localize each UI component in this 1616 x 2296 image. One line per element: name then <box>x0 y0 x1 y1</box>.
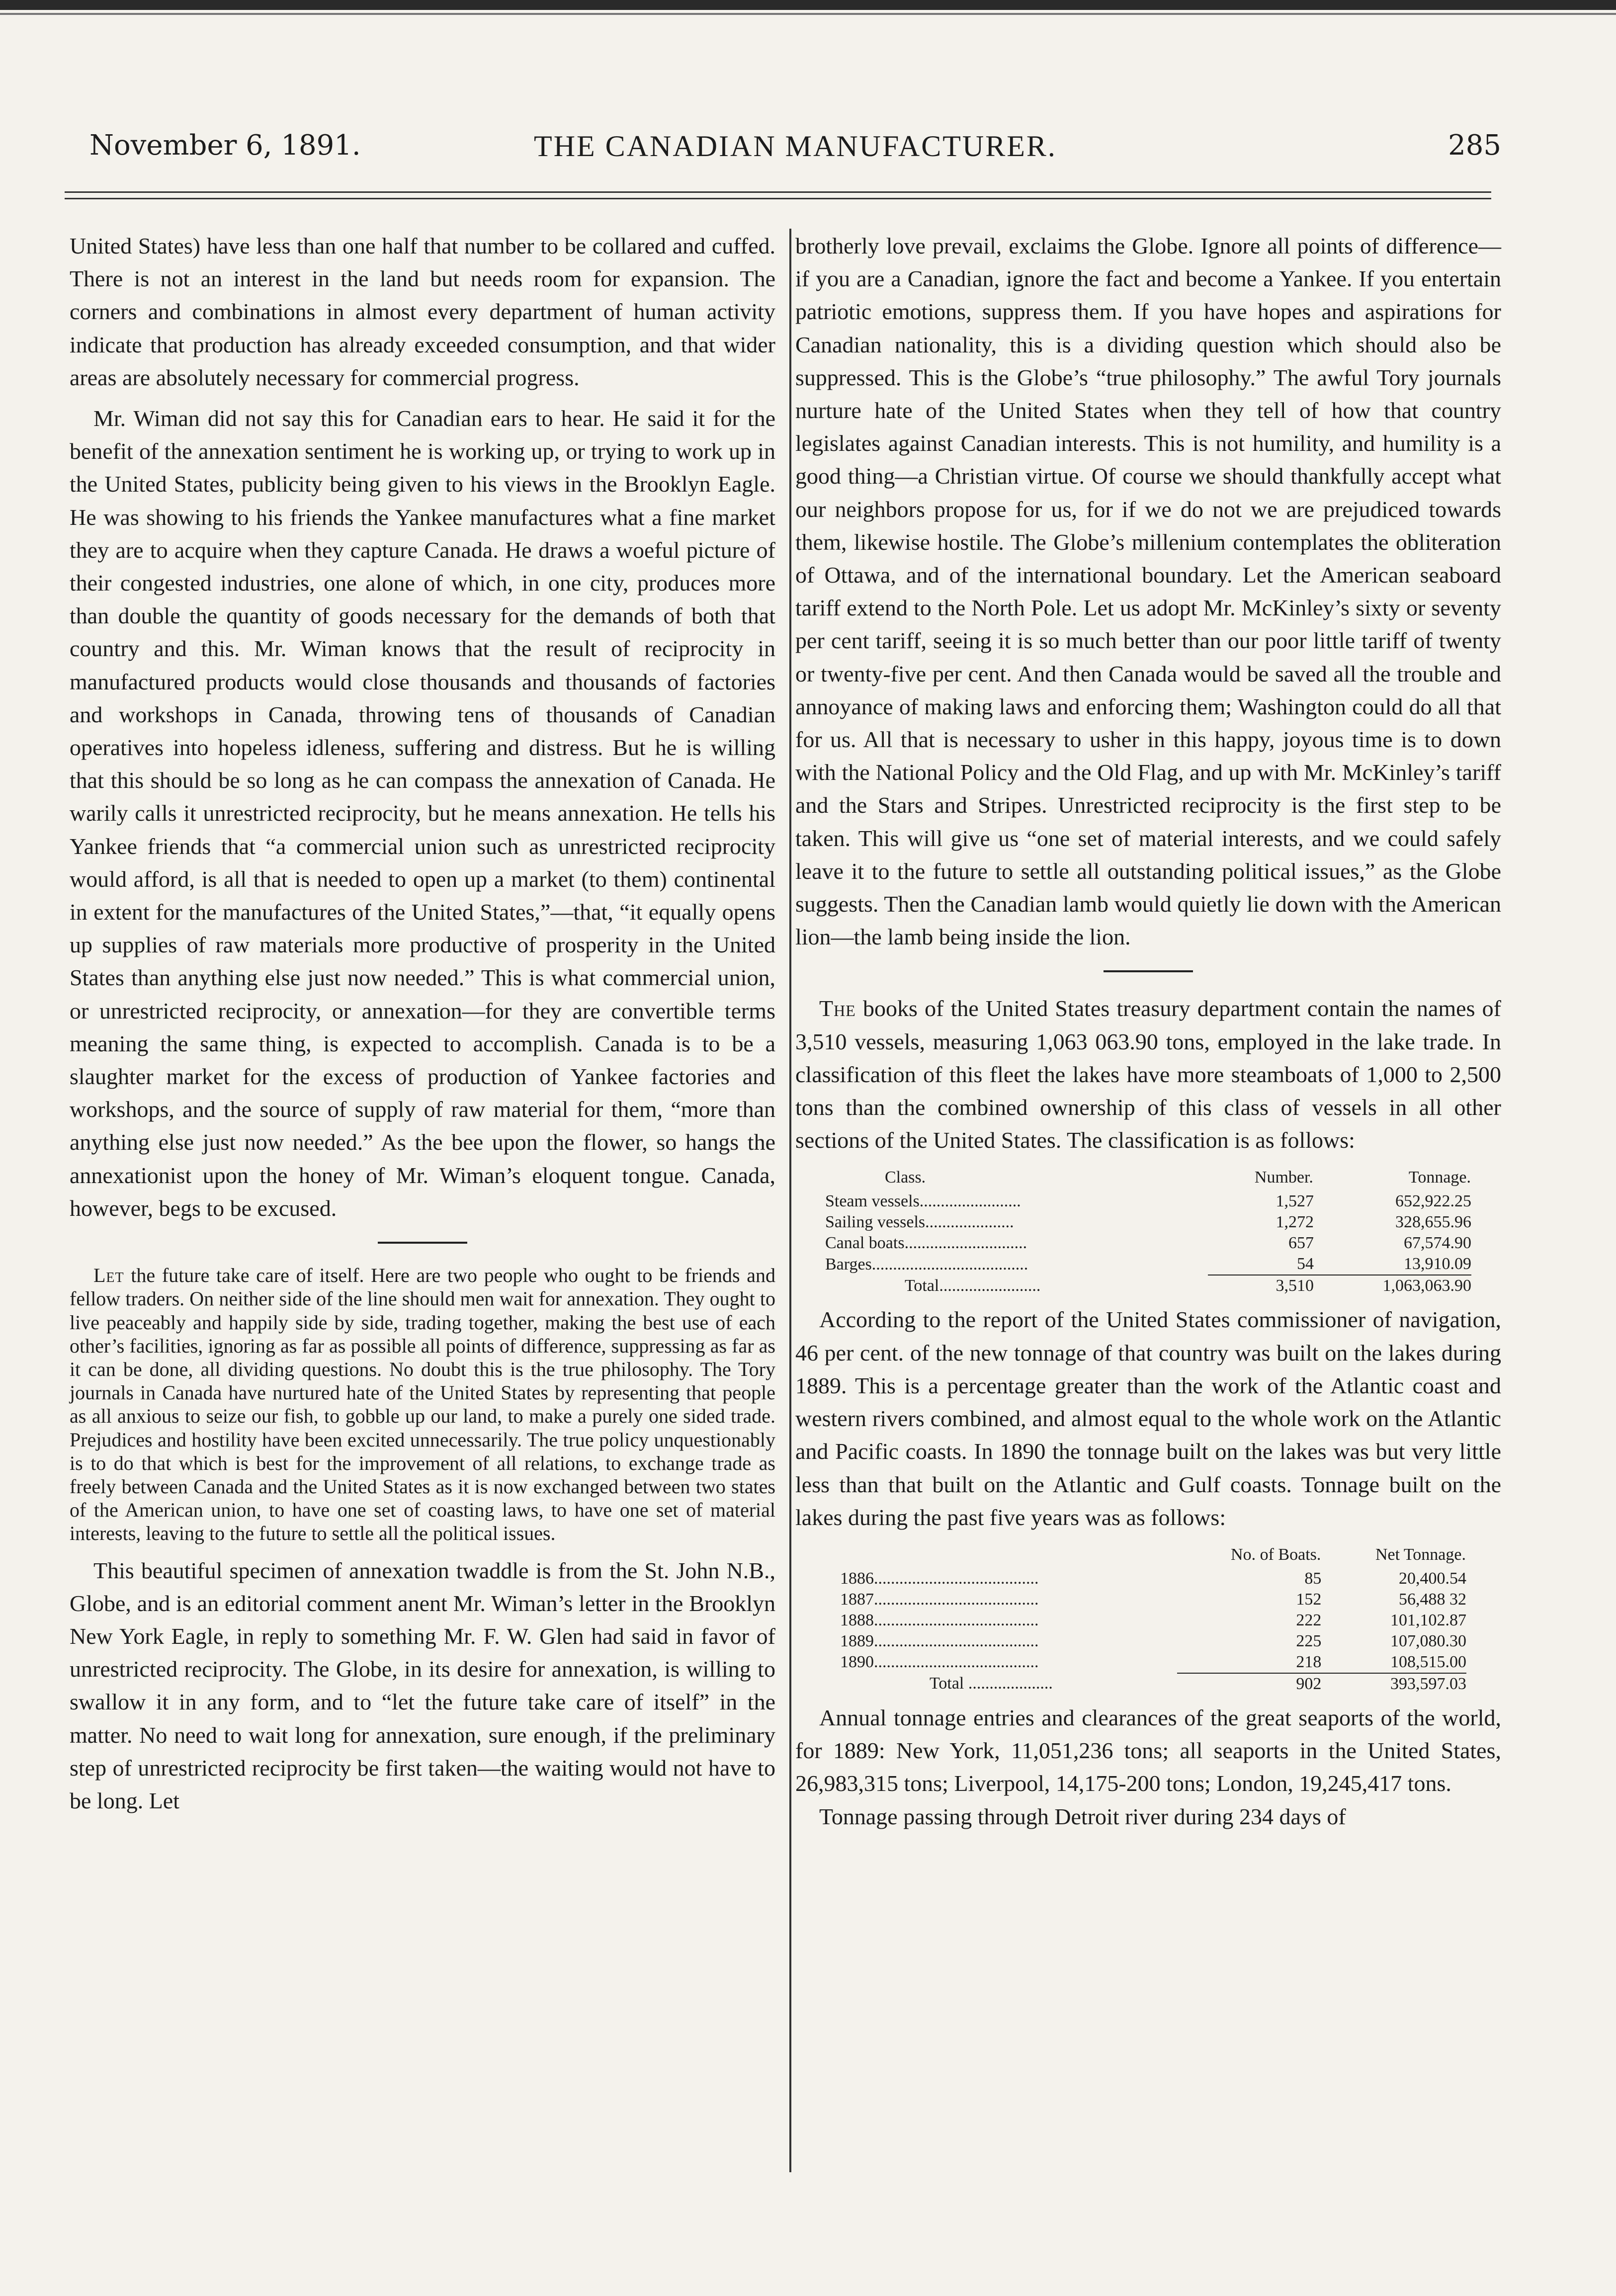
scan-top-edge <box>0 0 1616 10</box>
column-divider <box>789 229 791 2172</box>
table-cell: Steam vessels........................ <box>825 1192 1021 1211</box>
table-cell: 1888....................................... <box>840 1611 1039 1629</box>
table-header-row <box>825 1167 1471 1191</box>
right-paragraph-4: Annual tonnage entries and clearances of the great seaports of the world, for 1889: New York, 11,051,236 tons; all seaports in the United States, 26,983,315 tons; Liverpool, 14,175-200 tons; London, 19,245,417 tons. <box>795 1704 1501 1796</box>
table-total-row <box>825 1275 1471 1296</box>
table-cell: 54 <box>1208 1254 1314 1275</box>
table-cell: 85 <box>1304 1569 1322 1588</box>
table-cell: 1890....................................... <box>840 1653 1039 1672</box>
right-paragraph-1: brotherly love prevail, exclaims the Globe. Ignore all points of difference—if you are a Canadian, ignore the fact and become a Yankee. If you entertain patriotic emotions, suppress them. If you have hopes and aspirations for Canadian nationality, this is a dividing question which should also be suppressed. This is the Globe’s “true philosophy.” The awful Tory journals nurture hate of the United States when they tell of how that country legislates against Canadian interests. This is not humility, and humility is a good thing—a Christian virtue. Of course we should thankfully accept what our neighbors propose for us, for if we do not we are prejudiced towards them, likewise hostile. The Globe’s millenium contemplates the obliteration of Ottawa, and of the international boundary. Let the American seaboard tariff extend to the North Pole. Let us adopt Mr. McKinley’s sixty or seventy per cent tariff, seeing it is so much better than our poor little tariff of twenty or twenty-five per cent. And then Canada would be saved all the trouble and annoyance of making laws and enforcing them; Washington could do all that for us. All that is necessary to usher in this happy, joyous time is to down with the National Policy and the Old Flag, and up with Mr. McKinley’s tariff and the Stars and Stripes. Unrestricted reciprocity is the first step to be taken. This will give us “one set of material interests, and we could safely leave it to the future to settle all outstanding political issues,” as the Globe suggests. Then the Canadian lamb would quietly lie down with the American lion—the lamb being inside the lion. <box>795 233 1501 950</box>
table-row <box>840 1610 1466 1631</box>
left-paragraph-3 <box>70 1264 775 1545</box>
table-row <box>825 1191 1471 1212</box>
table-row <box>825 1212 1471 1233</box>
quoted-editorial: the future take care of itself. Here are two people who ought to be friends and fellow traders. On neither side of the line should men wait for annexation. They ought to live peaceably and happily side by side, trading together, making the best use of each other’s facilities, ignoring as far as possible all points of difference, suppressing as far as it can be done, all dividing questions. No doubt this is the true philosophy. The Tory journals in Canada have nurtured hate of the United States by representing that people as all anxious to seize our fish, to gobble up our land, to make a purely one sided trade. Prejudices and hostility have been excited unnecessarily. The true policy unquestionably is to do that which is best for the improvement of all relations, to exchange trade as freely between Canada and the United States as it is now exchanged between two states of the American union, to have one set of coasting laws, to have one set of material interests, leaving to the future to settle all the political issues. <box>70 1264 775 1545</box>
table-header: Class. <box>885 1168 926 1187</box>
table-cell: 222 <box>1296 1611 1322 1629</box>
section-separator <box>1104 970 1193 972</box>
page-header <box>89 129 1501 174</box>
left-column <box>70 230 775 1817</box>
issue-date: November 6, 1891. <box>89 129 361 162</box>
table-cell: 1887....................................... <box>840 1590 1039 1609</box>
right-column <box>795 230 1501 1833</box>
left-paragraph-1: United States) have less than one half that number to be collared and cuffed. There is not an interest in the land but needs room for expansion. The corners and combinations in almost every department of human activity indicate that production has already exceeded consumption, and that wider areas are absolutely necessary for commercial progress. <box>70 233 775 390</box>
vessel-classification-table <box>825 1167 1471 1296</box>
table-header: Tonnage. <box>1408 1168 1471 1187</box>
table-cell: 225 <box>1296 1631 1322 1650</box>
table-cell: 328,655.96 <box>1395 1213 1471 1232</box>
table-row <box>825 1254 1471 1275</box>
table-cell: 3,510 <box>1276 1276 1314 1295</box>
treasury-text: books of the United States treasury department contain the names of 3,510 vessels, measuring 1,063 063.90 tons, employed in the lake trade. In classification of this fleet the lakes have more steamboats of 1,000 to 2,500 tons than the combined ownership of this class of vessels in all other sections of the United States. The classification is as follows: <box>795 996 1501 1153</box>
left-paragraph-2: Mr. Wiman did not say this for Canadian ears to hear. He said it for the benefit of the annexation sentiment he is working up, or trying to work up in the United States, publicity being given to his views in the Brooklyn Eagle. He was showing to his friends the Yankee manufactures what a fine market they are to acquire when they capture Canada. He draws a woeful picture of their congested industries, one alone of which, in one city, produces more than double the quantity of goods necessary for the demands of both that country and this. Mr. Wiman knows that the result of reciprocity in manufactured products would close thousands and thousands of factories and workshops in Canada, throwing tens of thousands of Canadian operatives into hopeless idleness, suffering and distress. But he is willing that this should be so long as he can compass the annexation of Canada. He warily calls it unrestricted reciprocity, but he means annexation. He tells his Yankee friends that “a commercial union such as unrestricted reciprocity would afford, is all that is needed to open up a market (to them) continental in extent for the manufactures of the United States,”—that, “it equally opens up supplies of raw materials more productive of prosperity in the United States than anything else just now needed.” This is what commercial union, or unrestricted reciprocity, or annexation—for they are convertible terms meaning the same thing, is expected to accomplish. Canada is to be a slaughter market for the excess of production of Yankee factories and workshops, and the source of supply of raw material for them, “more than anything else just now needed.” As the bee upon the flower, so hangs the annexationist upon the honey of Mr. Wiman’s eloquent tongue. Canada, however, begs to be excused. <box>70 406 775 1221</box>
table-cell: 67,574.90 <box>1404 1234 1471 1253</box>
table-cell: Total .................... <box>930 1674 1053 1693</box>
table-row <box>840 1652 1466 1673</box>
table-cell: 13,910.09 <box>1314 1254 1471 1275</box>
table-cell: 1,527 <box>1276 1192 1314 1211</box>
right-paragraph-2 <box>795 992 1501 1157</box>
page-number: 285 <box>1448 129 1501 162</box>
table-cell: 393,597.03 <box>1390 1674 1466 1693</box>
table-header-row <box>840 1544 1466 1568</box>
table-cell: 652,922.25 <box>1395 1192 1471 1211</box>
table-header: Net Tonnage. <box>1375 1545 1466 1564</box>
table-header <box>840 1544 1177 1568</box>
table-cell: 1,063,063.90 <box>1382 1276 1471 1295</box>
table-total-row <box>840 1673 1466 1695</box>
table-cell: 101,102.87 <box>1390 1611 1466 1629</box>
lead-word: The <box>819 996 856 1021</box>
table-cell: Sailing vessels..................... <box>825 1213 1014 1232</box>
table-cell: 1886....................................... <box>840 1569 1039 1588</box>
table-row <box>840 1568 1466 1589</box>
lead-word: Let <box>93 1264 124 1287</box>
header-rule-bottom <box>65 198 1491 199</box>
scan-top-line <box>0 13 1616 15</box>
table-header: No. of Boats. <box>1231 1545 1321 1564</box>
table-row <box>825 1233 1471 1254</box>
table-cell: 56,488 32 <box>1399 1590 1466 1609</box>
table-cell: 218 <box>1177 1652 1321 1673</box>
table-cell: Total........................ <box>905 1276 1041 1295</box>
publication-title: THE CANADIAN MANUFACTURER. <box>534 130 1057 163</box>
header-rule-top <box>65 191 1491 193</box>
table-cell: Barges..................................... <box>825 1255 1028 1274</box>
table-row <box>840 1631 1466 1652</box>
right-paragraph-5: Tonnage passing through Detroit river during 234 days of <box>819 1803 1346 1829</box>
table-cell: 657 <box>1288 1234 1314 1253</box>
table-row <box>840 1589 1466 1610</box>
table-cell: 1889....................................... <box>840 1631 1039 1650</box>
section-separator <box>378 1242 467 1244</box>
table-cell: Canal boats............................. <box>825 1234 1027 1253</box>
right-paragraph-3: According to the report of the United States commissioner of navigation, 46 per cent. of the new tonnage of that country was built on the lakes during 1889. This is a percentage greater than the work of the Atlantic coast and western rivers combined, and almost equal to the whole work on the Atlantic and Pacific coasts. In 1890 the tonnage built on the lakes was but very little less than that built on the Atlantic and Gulf coasts. Tonnage built on the lakes during the past five years was as follows: <box>795 1307 1501 1530</box>
table-cell: 152 <box>1296 1590 1322 1609</box>
table-cell: 108,515.00 <box>1321 1652 1466 1673</box>
table-cell: 902 <box>1296 1674 1322 1693</box>
table-cell: 20,400.54 <box>1399 1569 1466 1588</box>
table-cell: 107,080.30 <box>1390 1631 1466 1650</box>
table-cell: 1,272 <box>1276 1213 1314 1232</box>
left-paragraph-4: This beautiful specimen of annexation twaddle is from the St. John N.B., Globe, and is an editorial comment anent Mr. Wiman’s letter in the Brooklyn New York Eagle, in reply to something Mr. F. W. Glen had said in favor of unrestricted reciprocity. The Globe, in its desire for annexation, is willing to swallow it in any form, and to “let the future take care of itself” in the matter. No need to wait long for annexation, sure enough, if the preliminary step of unrestricted reciprocity be first taken—the waiting would not have to be long. Let <box>70 1557 775 1813</box>
yearly-tonnage-table <box>840 1544 1466 1695</box>
table-header: Number. <box>1254 1168 1313 1187</box>
